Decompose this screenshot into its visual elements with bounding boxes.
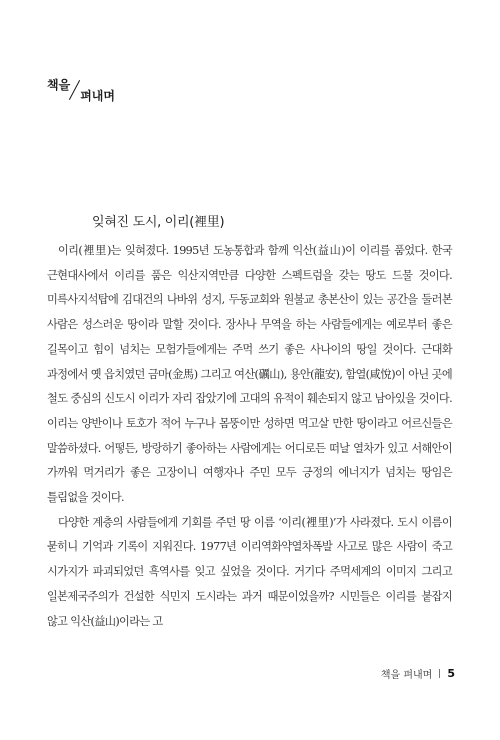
body-text — [47, 239, 452, 634]
footer-book-title: 책을 펴내며 — [380, 670, 433, 681]
article-title: 잊혀진 도시, 이리(裡里) — [92, 215, 225, 230]
page-footer — [381, 666, 455, 681]
page-number: 5 — [447, 667, 455, 680]
section-header — [47, 78, 115, 103]
section-header-word-2: 펴내며 — [80, 89, 115, 103]
paragraph-1: 이리(裡里)는 잊혀졌다. 1995년 도농통합과 함께 익산(益山)이 이리를 품었다. 한국 근현대사에서 이리를 품은 익산지역만큼 다양한 스펙트럼을 갖는 땅도 드물 것이다. 미륵사지석탑에 김대건의 나바위 성지, 두동교회와 원불교 총본산이 있는 공간을 둘러본 사람은 성스러운 땅이라 말할 것이다. 장사나 무역을 하는 사람들에게는 예로부터 좋은 길목이고 힘이 넘치는 모험가들에게는 주먹 쓰기 좋은 사나이의 땅일 것이다. 근대화 과정에서 옛 읍치였던 금마(金馬) 그리고 여산(礪山), 용안(龍安), 함열(咸悅)이 아닌 곳에 철도 중심의 신도시 이리가 자리 잡았기에 고대의 유적이 훼손되지 않고 남아있을 것이다. 이리는 양반이나 토호가 적어 누구나 몸뚱이만 성하면 먹고살 만한 땅이라고 어르신들은 말씀하셨다. 어떻든, 방랑하기 좋아하는 사람에게는 어디로든 떠날 열차가 있고 서해안이 가까워 먹거리가 좋은 고장이니 여행자나 주민 모두 긍정의 에너지가 넘치는 땅임은 틀림없을 것이다. — [47, 244, 452, 505]
footer-divider — [439, 669, 440, 678]
paragraph-2: 다양한 계층의 사람들에게 기회를 주던 땅 이름 ‘이리(裡里)’가 사라졌다. 도시 이름이 묻히니 기억과 기록이 지워진다. 1977년 이리역화약열차폭발 사고로 많은 사람이 죽고 시가지가 파괴되었던 흑역사를 잊고 싶었을 것이다. 거기다 주먹세계의 이미지 그리고 일본제국주의가 건설한 식민지 도시라는 과거 때문이었을까? 시민들은 이리를 붙잡지 않고 익산(益山)이라는 고 — [47, 515, 452, 628]
section-header-word-1: 책을 — [47, 78, 71, 92]
section-header-slash — [69, 80, 80, 100]
